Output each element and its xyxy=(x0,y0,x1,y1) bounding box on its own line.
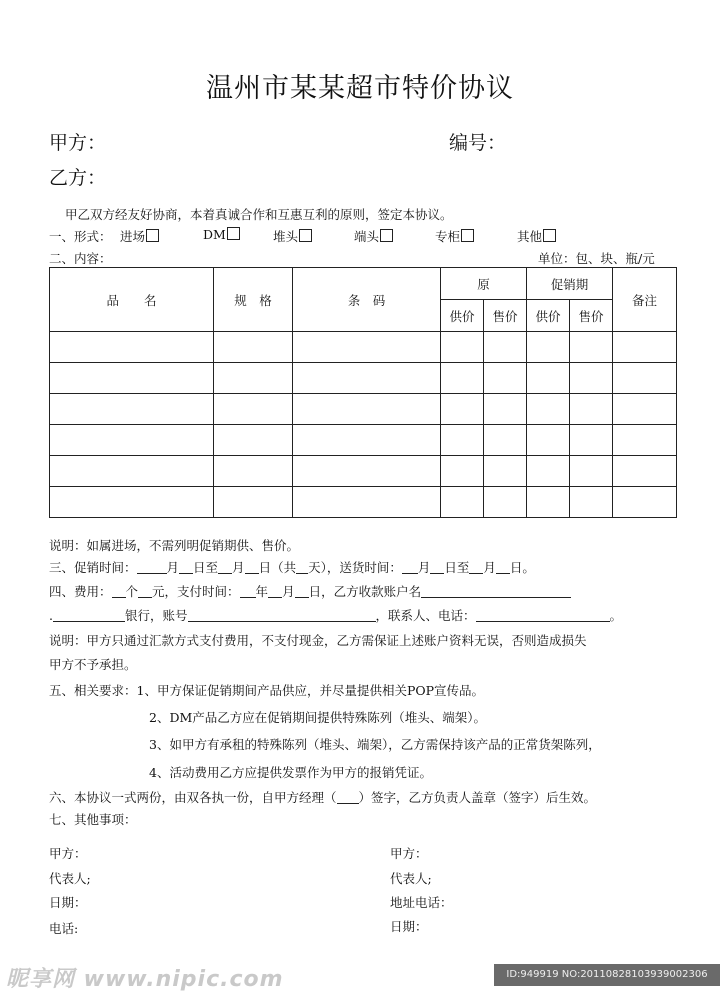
intro-text: 甲乙双方经友好协商，本着真诚合作和互惠互利的原则，签定本协议。 xyxy=(65,207,453,222)
sign-left-representative: 代表人; xyxy=(49,871,91,886)
header-spec: 规 格 xyxy=(214,268,293,332)
fee-line: 四、费用： 个 元，支付时间： 年 月 日，乙方收款账户名 xyxy=(49,582,571,600)
form-option-endcap: 端头 xyxy=(354,227,393,245)
table-row xyxy=(50,394,677,425)
party-a-header: 甲方： xyxy=(49,132,107,154)
requirement-3: 3、如甲方有承租的特殊陈列（堆头、端架），乙方需保持该产品的正常货架陈列， xyxy=(149,737,601,752)
table-header-row xyxy=(50,268,677,300)
checkbox-icon xyxy=(461,229,474,242)
effect-clause: 六、本协议一式两份，由双各执一份，自甲方经理（ ）签字，乙方负责人盖章（签字）后生效。 xyxy=(49,790,597,805)
promo-time-line: 三、促销时间： 月 日至 月 日（共 天），送货时间： 月 日至 月 日。 xyxy=(49,560,535,575)
site-watermark: 昵享网 www.nipic.com xyxy=(6,967,284,992)
form-option-counter: 专柜 xyxy=(435,227,474,245)
sign-right-date: 日期： xyxy=(390,919,428,934)
subheader-orig-supply: 供价 xyxy=(441,300,484,332)
table-row xyxy=(50,487,677,518)
other-matters: 七、其他事项： xyxy=(49,812,137,827)
subheader-orig-sale: 售价 xyxy=(484,300,527,332)
form-option-dm: DM xyxy=(203,227,240,242)
header-barcode: 条 码 xyxy=(293,268,441,332)
checkbox-icon xyxy=(146,229,159,242)
checkbox-icon xyxy=(299,229,312,242)
checkbox-icon xyxy=(543,229,556,242)
sign-right-address-phone: 地址电话： xyxy=(390,895,453,910)
sign-left-party: 甲方： xyxy=(49,846,87,861)
form-prefix: 一、形式： xyxy=(49,229,112,244)
number-label: 编号： xyxy=(449,132,507,154)
requirement-4: 4、活动费用乙方应提供发票作为甲方的报销凭证。 xyxy=(149,765,432,780)
subheader-promo-supply: 供价 xyxy=(527,300,570,332)
table-row xyxy=(50,425,677,456)
sign-left-date: 日期： xyxy=(49,895,87,910)
party-b-header: 乙方： xyxy=(49,167,107,189)
form-option-other: 其他 xyxy=(517,227,556,245)
image-id-watermark: ID:949919 NO:20110828103939002306 xyxy=(494,964,720,986)
sign-left-phone: 电话: xyxy=(49,921,79,936)
product-table xyxy=(49,267,677,518)
header-product-name: 品 名 xyxy=(50,268,214,332)
table-row xyxy=(50,332,677,363)
bank-line: . 银行，账号 ，联系人、电话： 。 xyxy=(49,608,623,623)
table-row xyxy=(50,363,677,394)
sign-right-party: 甲方： xyxy=(390,846,428,861)
subheader-promo-sale: 售价 xyxy=(570,300,613,332)
unit-label: 单位：包、块、瓶/元 xyxy=(538,251,655,266)
note-payment-line2: 甲方不予承担。 xyxy=(49,657,137,672)
document-title: 温州市某某超市特价协议 xyxy=(206,73,514,104)
requirement-1: 五、相关要求：1、甲方保证促销期间产品供应，并尽量提供相关POP宣传品。 xyxy=(49,683,485,698)
header-remark: 备注 xyxy=(613,268,677,332)
note-entry: 说明：如属进场，不需列明促销期供、售价。 xyxy=(49,538,300,553)
requirement-2: 2、DM产品乙方应在促销期间提供特殊陈列（堆头、端架）。 xyxy=(149,710,487,725)
checkbox-icon xyxy=(227,227,240,240)
header-promo-period: 促销期 xyxy=(527,268,613,300)
form-option-entry: 进场 xyxy=(120,227,159,245)
sign-right-representative: 代表人; xyxy=(390,871,432,886)
form-option-pile: 堆头 xyxy=(273,227,312,245)
header-original: 原 xyxy=(441,268,527,300)
note-payment-line1: 说明：甲方只通过汇款方式支付费用，不支付现金，乙方需保证上述账户资料无误，否则造成损失 xyxy=(49,633,587,648)
checkbox-icon xyxy=(380,229,393,242)
table-row xyxy=(50,456,677,487)
content-label: 二、内容： xyxy=(49,251,112,266)
